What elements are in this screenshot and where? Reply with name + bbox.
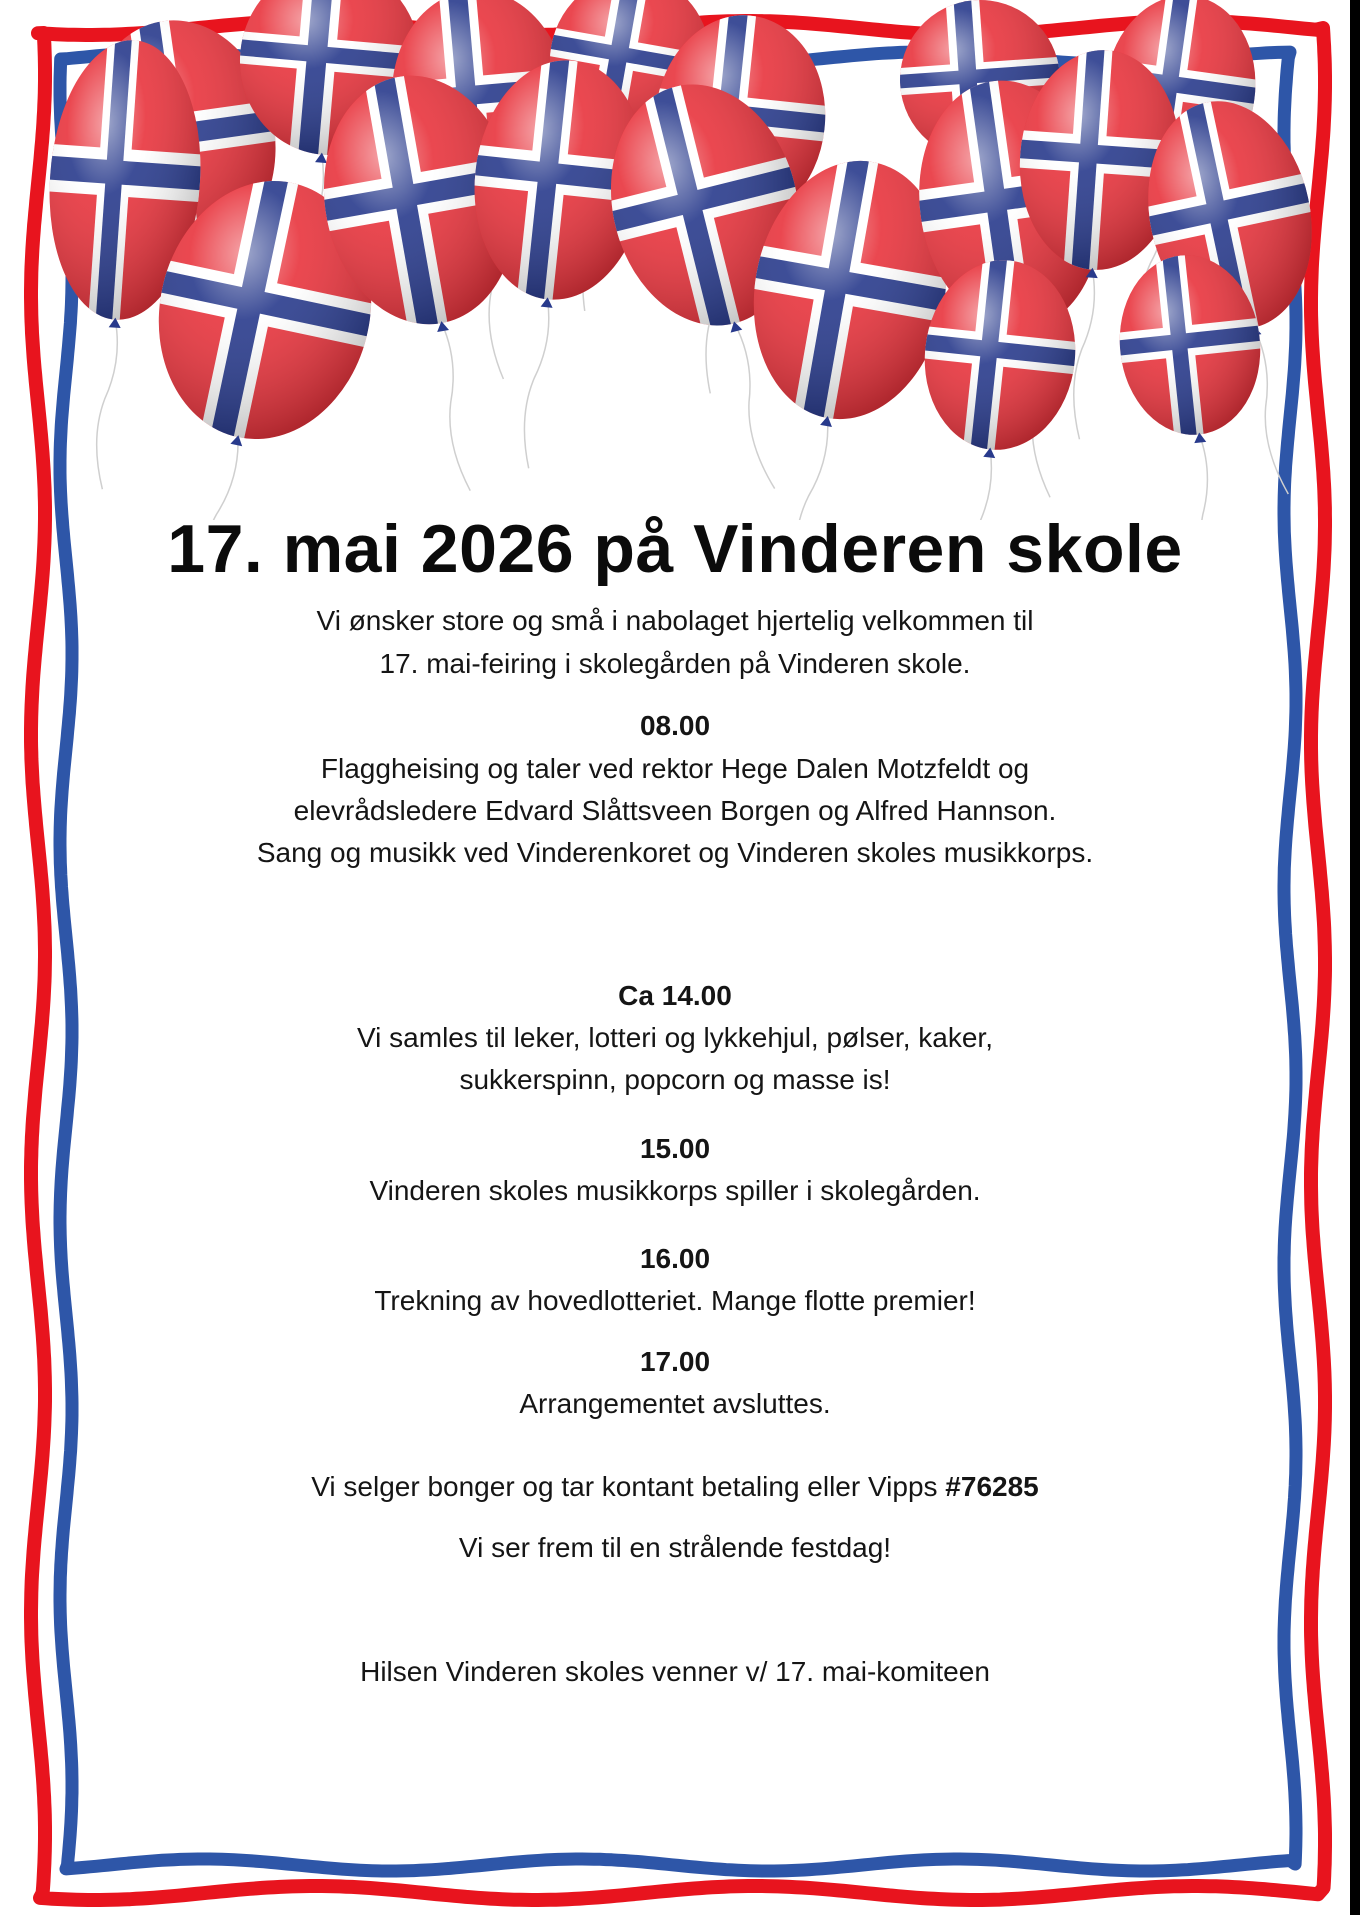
program-time-0800: 08.00 [639, 710, 711, 741]
program-time-1600: 16.00 [639, 1243, 711, 1274]
program-time-1700: 17.00 [639, 1346, 711, 1377]
payment-text: Vi selger bonger og tar kontant betaling eller Vipps [311, 1471, 946, 1502]
program-time-1400: Ca 14.00 [618, 980, 732, 1011]
vipps-number: #76285 [945, 1471, 1039, 1502]
program-1700-line-1: Arrangementet avsluttes. [519, 1388, 831, 1419]
program-0800-line-2: elevrådsledere Edvard Slåttsveen Borgen og Alfred Hannson. [293, 795, 1057, 826]
program-1400-line-2: sukkerspinn, popcorn og masse is! [459, 1064, 891, 1095]
page-title: 17. mai 2026 på Vinderen skole [167, 511, 1183, 587]
program-time-1500: 15.00 [639, 1133, 711, 1164]
program-1500-line-1: Vinderen skoles musikkorps spiller i skolegården. [369, 1175, 981, 1206]
closing-line: Vi ser frem til en strålende festdag! [458, 1532, 892, 1563]
program-0800-line-3: Sang og musikk ved Vinderenkoret og Vinderen skoles musikkorps. [256, 837, 1094, 868]
signature-line: Hilsen Vinderen skoles venner v/ 17. mai-komiteen [360, 1656, 990, 1687]
intro-line-2: 17. mai-feiring i skolegården på Vinderen skole. [379, 648, 971, 679]
intro-line-1: Vi ønsker store og små i nabolaget hjertelig velkommen til [316, 605, 1034, 636]
program-1600-line-1: Trekning av hovedlotteriet. Mange flotte premier! [374, 1285, 976, 1316]
payment-info [60, 1466, 1290, 1508]
program-1400-line-1: Vi samles til leker, lotteri og lykkehjul, pølser, kaker, [357, 1022, 993, 1053]
program-0800-line-1: Flaggheising og taler ved rektor Hege Dalen Motzfeldt og [320, 753, 1030, 784]
